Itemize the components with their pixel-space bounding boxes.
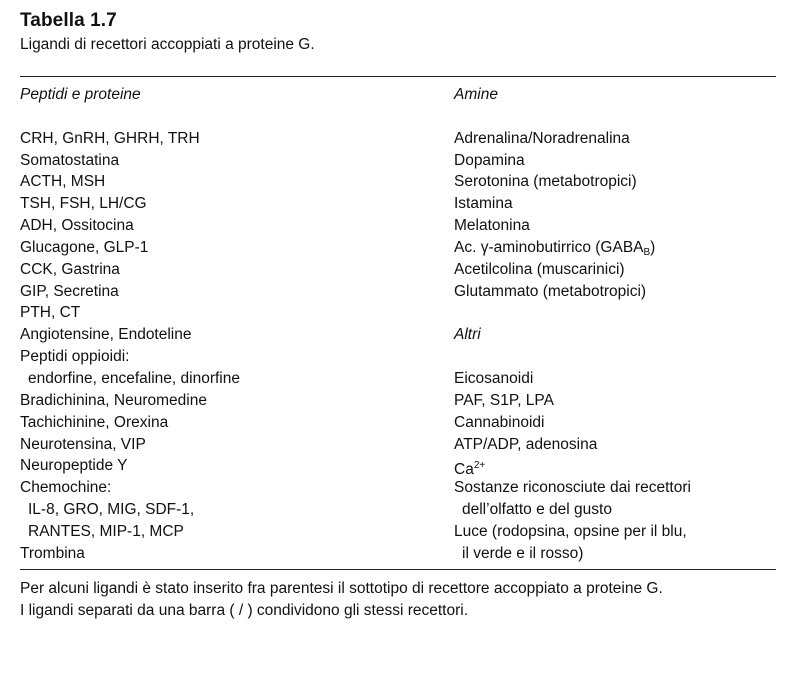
- table-row: Eicosanoidi: [454, 369, 534, 387]
- table-row: Dopamina: [454, 151, 525, 169]
- table-row: Neurotensina, VIP: [20, 435, 146, 453]
- spacer: [454, 302, 784, 324]
- table-row: GIP, Secretina: [20, 282, 119, 300]
- table-row: ACTH, MSH: [20, 173, 106, 191]
- table-row-gaba: [454, 237, 784, 259]
- table-row: dell’olfatto e del gusto: [462, 501, 612, 519]
- table-row: il verde e il rosso): [462, 544, 584, 562]
- gaba-close: ): [650, 238, 656, 256]
- footnotes: [20, 578, 663, 622]
- spacer: [454, 346, 784, 368]
- bottom-rule: [20, 569, 776, 570]
- calcium-text: Ca: [454, 461, 474, 479]
- table-row: Istamina: [454, 195, 513, 213]
- gaba-subscript: B: [643, 246, 651, 258]
- column-heading-peptides: Peptidi e proteine: [20, 86, 141, 103]
- top-rule: [20, 76, 776, 77]
- table-row: Tachichinine, Orexina: [20, 413, 169, 431]
- table-row-calcium: [454, 455, 784, 477]
- table-row: Acetilcolina (muscarinici): [454, 260, 625, 278]
- footnote: I ligandi separati da una barra ( / ) condividono gli stessi recettori.: [20, 602, 469, 619]
- table-row: Peptidi oppioidi:: [20, 348, 130, 366]
- table-row: Luce (rodopsina, opsine per il blu,: [454, 522, 687, 540]
- table-row: IL-8, GRO, MIG, SDF-1,: [28, 501, 195, 519]
- calcium-superscript: 2+: [473, 460, 486, 472]
- table-row: Trombina: [20, 544, 85, 562]
- gaba-text: Ac. γ-aminobutirrico (GABA: [454, 238, 644, 256]
- table-row: ATP/ADP, adenosina: [454, 435, 598, 453]
- table-row: TSH, FSH, LH/CG: [20, 195, 147, 213]
- spacer: [20, 106, 440, 128]
- table-row: Cannabinoidi: [454, 413, 545, 431]
- table-row: Angiotensine, Endoteline: [20, 326, 192, 344]
- table-caption: Ligandi di recettori accoppiati a proteine G.: [20, 36, 315, 53]
- footnote: Per alcuni ligandi è stato inserito fra parentesi il sottotipo di recettore accoppiato a proteine G.: [20, 580, 663, 597]
- table-row: endorfine, encefaline, dinorfine: [28, 369, 240, 387]
- table-row: CRH, GnRH, GHRH, TRH: [20, 129, 200, 147]
- table-row: CCK, Gastrina: [20, 260, 120, 278]
- table-row: Chemochine:: [20, 479, 112, 497]
- table-row: Neuropeptide Y: [20, 457, 128, 475]
- table-row: Somatostatina: [20, 151, 120, 169]
- left-column: [20, 84, 440, 565]
- table-row: Glutammato (metabotropici): [454, 282, 647, 300]
- right-column: [454, 84, 784, 565]
- column-heading-others: Altri: [454, 326, 481, 344]
- table-row: PTH, CT: [20, 304, 81, 322]
- table-row: Glucagone, GLP-1: [20, 238, 149, 256]
- table-row: PAF, S1P, LPA: [454, 391, 554, 409]
- column-heading-amines: Amine: [454, 86, 498, 103]
- spacer: [454, 106, 784, 128]
- table-row: Melatonina: [454, 217, 530, 235]
- table-row: Sostanze riconosciute dai recettori: [454, 479, 691, 497]
- table-title: Tabella 1.7: [20, 10, 117, 31]
- table-row: Adrenalina/Noradrenalina: [454, 129, 630, 147]
- table-row: Serotonina (metabotropici): [454, 173, 637, 191]
- table-row: Bradichinina, Neuromedine: [20, 391, 207, 409]
- table-row: RANTES, MIP-1, MCP: [28, 522, 184, 540]
- table-row: ADH, Ossitocina: [20, 217, 134, 235]
